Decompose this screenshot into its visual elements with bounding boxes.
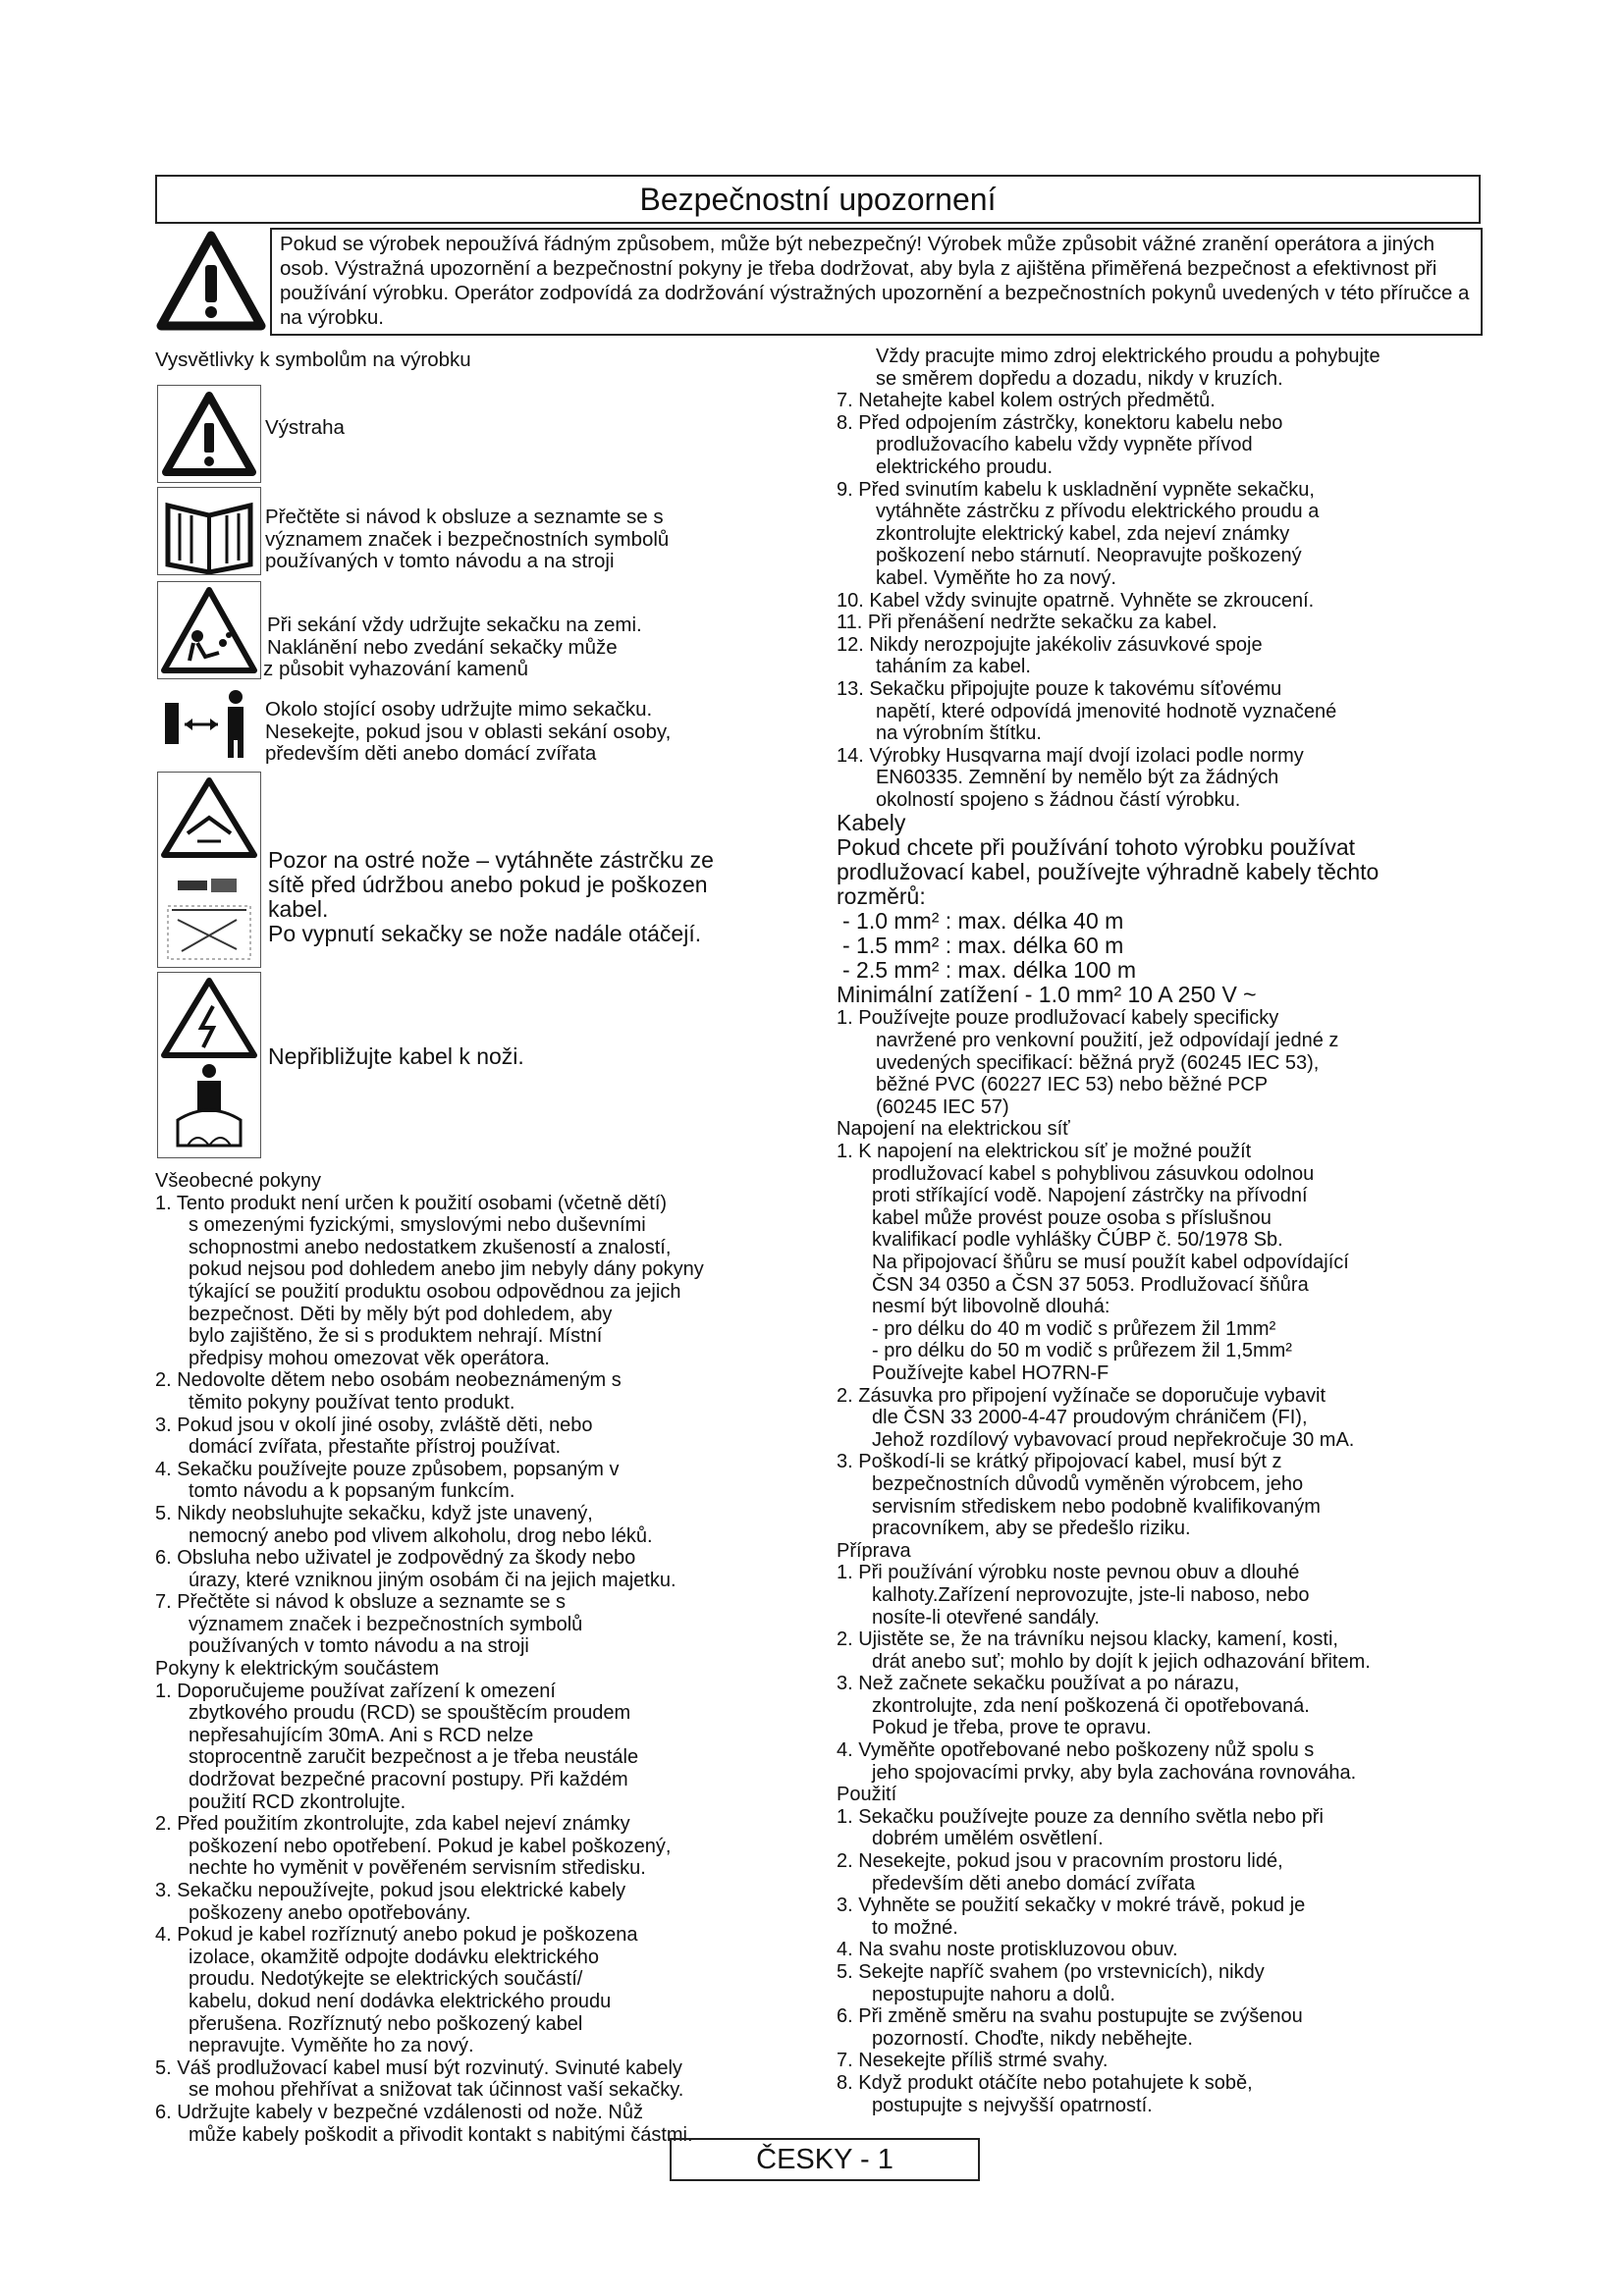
- list-item: [837, 1961, 1504, 2005]
- list-item-line: schopnostmi anebo nedostatkem zkušeností a znalostí,: [189, 1236, 672, 1258]
- list-item-line: týkající se použití produktu osobou odpovědnou za jejich: [189, 1280, 681, 1303]
- list-item: [837, 1850, 1504, 1895]
- text-line: - 1.0 mm² : max. délka 40 m: [842, 908, 1124, 934]
- list-item-line: používaných v tomto návodu a na stroji: [189, 1635, 529, 1658]
- list-item-line: jeho spojovacími prvky, aby byla zachována rovnováha.: [872, 1761, 1357, 1784]
- symbol-blades-text: Pozor na ostré nože – vytáhněte zástrčku ze sítě před údržbou anebo pokud je poškozen kabel. Po vypnutí sekačky se nože nadále otáčejí.: [268, 847, 714, 946]
- list-item-line: 12. Nikdy nerozpojujte jakékoliv zásuvkové spoje: [837, 633, 1263, 656]
- list-item-line: proti stříkající vodě. Napojení zástrčky na přívodní: [872, 1185, 1308, 1207]
- list-item-line: nepravujte. Vyměňte ho za nový.: [189, 2035, 474, 2057]
- thrown-objects-icon: [157, 581, 261, 679]
- list-item-line: pracovníkem, aby se předešlo riziku.: [872, 1518, 1191, 1540]
- page-title: Bezpečnostní upozornení: [155, 175, 1481, 224]
- list-item-line: 6. Při změně směru na svahu postupujte se zvýšenou: [837, 2005, 1303, 2028]
- list-item: [837, 678, 1504, 745]
- sharp-blades-icon: [157, 772, 261, 968]
- list-item-line: kabel může provést pouze osoba s příslušnou: [872, 1206, 1272, 1229]
- list-item-line: prodlužovacího kabelu vždy vypněte přívod: [876, 434, 1253, 456]
- list-item-line: 5. Nikdy neobsluhujte sekačku, když jste unavený,: [155, 1502, 593, 1524]
- use-list: [837, 1806, 1504, 2116]
- list-item-line: 10. Kabel vždy svinujte opatrně. Vyhněte se zkroucení.: [837, 589, 1315, 612]
- symbol-ground-text: Při sekání vždy udržujte sekačku na zemi. Naklánění nebo zvedání sekačky může z působit vyhazování kamenů: [263, 614, 642, 680]
- min-load: Minimální zatížení - 1.0 mm² 10 A 250 V ~: [837, 982, 1257, 1008]
- list-item-line: 1. Při používání výrobku noste pevnou obuv a dlouhé: [837, 1562, 1300, 1584]
- list-item-line: servisním střediskem nebo podobně kvalifikovaným: [872, 1495, 1321, 1518]
- general-heading: Všeobecné pokyny: [155, 1170, 322, 1192]
- bystanders-distance-icon: [157, 683, 261, 762]
- text-line: - 2.5 mm² : max. délka 100 m: [842, 957, 1137, 984]
- list-item-line: použití RCD zkontrolujte.: [189, 1790, 406, 1813]
- list-item-line: nepostupujte nahoru a dolů.: [872, 1983, 1115, 2005]
- list-item-line: přerušena. Rozříznutý nebo poškozený kabel: [189, 2012, 583, 2035]
- list-item-line: bylo zajištěno, že si s produktem nehrají. Místní: [189, 1325, 603, 1348]
- list-item-line: elektrického proudu.: [876, 455, 1054, 478]
- list-item-line: poškození nebo stárnutí. Neopravujte poškozený: [876, 545, 1302, 567]
- list-item-line: proudu. Nedotýkejte se elektrických součástí/: [189, 1968, 583, 1991]
- cables-heading: Kabely: [837, 810, 906, 836]
- list-item-line: pokud nejsou pod dohledem anebo jim nebyly dány pokyny: [189, 1258, 704, 1281]
- list-item: [155, 1924, 862, 2057]
- list-item-line: taháním za kabel.: [876, 656, 1031, 678]
- prep-heading: Příprava: [837, 1539, 911, 1562]
- list-item-line: 7. Netahejte kabel kolem ostrých předmětů.: [837, 390, 1216, 412]
- list-item-line: 13. Sekačku připojujte pouze k takovému síťovému: [837, 677, 1282, 700]
- text-line: běžné PVC (60227 IEC 53) nebo běžné PCP: [876, 1074, 1269, 1096]
- list-item: [155, 1681, 862, 1814]
- symbol-manual-text: Přečtěte si návod k obsluze a seznamte se s významem značek i bezpečnostních symbolů používaných v tomto návodu a na stroji: [265, 506, 670, 572]
- list-item: [155, 2057, 862, 2102]
- list-item-line: dobrém umělém osvětlení.: [872, 1828, 1104, 1850]
- mains-list: [837, 1141, 1504, 1540]
- list-item-line: kvalifikací podle vyhlášky ČÚBP č. 50/1978 Sb.: [872, 1229, 1283, 1252]
- list-item: [837, 412, 1504, 479]
- list-item-line: EN60335. Zemnění by nemělo být za žádných: [876, 767, 1279, 789]
- list-item-line: 11. Při přenášení nedržte sekačku za kabel.: [837, 612, 1218, 634]
- safety-intro-text: Pokud se výrobek nepoužívá řádným způsobem, může být nebezpečný! Výrobek může způsobit vážné zranění operátora a jiných osob. Výstražná upozornění a bezpečnostní pokyny je třeba dodržovat, aby byla z ajištěna přiměřená bezpečnost a efektivnost při používání výrobku. Operátor zodpovídá za dodržování výstražných upozornění a bezpečnostních pokynů uvedených v této příručce a na výrobku.: [270, 228, 1483, 336]
- list-item-line: 2. Nesekejte, pokud jsou v pracovním prostoru lidé,: [837, 1850, 1283, 1873]
- list-item-line: 7. Přečtěte si návod k obsluze a seznamte se s: [155, 1591, 566, 1614]
- list-item-line: 2. Před použitím zkontrolujte, zda kabel nejeví známky: [155, 1813, 630, 1836]
- list-item-line: bezpečnostních důvodů vyměněn výrobcem, jeho: [872, 1472, 1304, 1495]
- list-item-line: zkontrolujte elektrický kabel, zda nejeví známky: [876, 522, 1290, 545]
- list-item: [837, 612, 1504, 634]
- list-item: [837, 1895, 1504, 1939]
- list-item-line: 6. Obsluha nebo uživatel je zodpovědný za škody nebo: [155, 1547, 636, 1570]
- text-line: prodlužovací kabel, používejte výhradně kabely těchto: [837, 859, 1380, 885]
- warning-triangle-icon: [155, 228, 268, 336]
- list-item-line: 1. K napojení na elektrickou síť je možné použít: [837, 1141, 1252, 1163]
- list-item-line: nechte ho vyměnit v pověřeném servisním středisku.: [189, 1857, 646, 1880]
- symbols-heading: Vysvětlivky k symbolům na výrobku: [155, 348, 471, 371]
- list-item-line: - pro délku do 40 m vodič s průřezem žil 1mm²: [872, 1317, 1276, 1340]
- list-item: [155, 1813, 862, 1880]
- symbol-cable-text: Nepřibližujte kabel k noži.: [268, 1043, 524, 1069]
- warning-symbol-icon: [157, 385, 261, 483]
- list-item-line: 1. Sekačku používejte pouze za denního světla nebo při: [837, 1805, 1324, 1828]
- cables-text: [837, 835, 1504, 909]
- general-instructions-section: [155, 1170, 862, 2146]
- list-item: [837, 745, 1504, 812]
- list-item: [837, 1141, 1504, 1385]
- cables-item-1: [837, 1007, 1504, 1118]
- list-item: [837, 590, 1504, 613]
- list-item-line: 2. Ujistěte se, že na trávníku nejsou klacky, kamení, kosti,: [837, 1629, 1338, 1651]
- cable-sizes: [837, 909, 1504, 983]
- list-item-line: nosíte-li otevřené sandály.: [872, 1606, 1100, 1629]
- list-item: [837, 1451, 1504, 1539]
- list-item-line: může kabely poškodit a přivodit kontakt s nabitými částmi.: [189, 2123, 693, 2146]
- list-item-line: 3. Sekačku nepoužívejte, pokud jsou elektrické kabely: [155, 1880, 626, 1901]
- list-item: [155, 1369, 862, 1414]
- list-item-line: drát anebo suť; mohlo by dojít k jejich odhazování břitem.: [872, 1650, 1371, 1673]
- cable-handling-list: [837, 346, 1504, 811]
- list-item-line: významem značek i bezpečnostních symbolů: [189, 1613, 583, 1635]
- list-item-line: Používejte kabel HO7RN-F: [872, 1362, 1110, 1384]
- list-item-line: okolností spojeno s žádnou částí výrobku.: [876, 788, 1241, 811]
- list-item: [837, 1562, 1504, 1629]
- right-column: [837, 346, 1504, 2116]
- list-item-line: kabel. Vyměňte ho za nový.: [876, 566, 1116, 589]
- page-footer: ČESKY - 1: [670, 2138, 980, 2181]
- list-item-line: poškození nebo opotřebení. Pokud je kabel poškozený,: [189, 1835, 672, 1857]
- list-item-line: kalhoty.Zařízení neprovozujte, jste-li naboso, nebo: [872, 1583, 1310, 1606]
- list-item: [837, 634, 1504, 678]
- list-item: [155, 1415, 862, 1459]
- list-item-line: 5. Váš prodlužovací kabel musí být rozvinutý. Svinuté kabely: [155, 2056, 682, 2079]
- list-item-line: domácí zvířata, přestaňte přístroj používat.: [189, 1436, 562, 1459]
- text-line: navržené pro venkovní použití, jež odpovídají jedné z: [876, 1030, 1339, 1052]
- text-line: Pokud chcete při používání tohoto výrobku používat: [837, 834, 1356, 861]
- list-item-line: stoprocentně zaručit bezpečnost a je třeba neustále: [189, 1746, 639, 1769]
- list-item: [837, 1629, 1504, 1673]
- list-item: [837, 1385, 1504, 1452]
- list-item: [837, 1739, 1504, 1784]
- list-item: [837, 390, 1504, 412]
- list-item: [155, 1503, 862, 1547]
- list-item: [837, 1673, 1504, 1739]
- use-heading: Použití: [837, 1784, 897, 1806]
- list-item-line: 8. Když produkt otáčíte nebo potahujete k sobě,: [837, 2071, 1253, 2094]
- cable-blade-icon: [157, 972, 261, 1158]
- list-item-line: izolace, okamžitě odpojte dodávku elektrického: [189, 1946, 600, 1968]
- list-item: [155, 1459, 862, 1503]
- list-item-line: ČSN 34 0350 a ČSN 37 5053. Prodlužovací šňůra: [872, 1273, 1309, 1296]
- list-item-line: - pro délku do 50 m vodič s průřezem žil 1,5mm²: [872, 1340, 1292, 1362]
- list-item-line: Vždy pracujte mimo zdroj elektrického proudu a pohybujte: [876, 346, 1380, 367]
- list-item: [155, 1591, 862, 1658]
- list-item-line: 3. Než začnete sekačku používat a po nárazu,: [837, 1673, 1240, 1695]
- list-item-line: napětí, které odpovídá jmenovité hodnotě vyznačené: [876, 700, 1337, 722]
- list-item-line: poškozeny anebo opotřebovány.: [189, 1901, 471, 1924]
- list-item: [837, 479, 1504, 590]
- list-item-line: předpisy mohou omezovat věk operátora.: [189, 1347, 550, 1369]
- list-item: [837, 346, 1504, 390]
- list-item-line: na výrobním štítku.: [876, 722, 1042, 745]
- read-manual-icon: [157, 487, 261, 575]
- list-item-line: postupujte s nejvyšší opatrností.: [872, 2094, 1153, 2116]
- list-item-line: kabelu, dokud není dodávka elektrického proudu: [189, 1990, 612, 2012]
- text-line: rozměrů:: [837, 883, 926, 910]
- list-item-line: 4. Na svahu noste protiskluzovou obuv.: [837, 1939, 1178, 1961]
- list-item-line: 6. Udržujte kabely v bezpečné vzdálenosti od nože. Nůž: [155, 2101, 643, 2123]
- list-item-line: se mohou přehřívat a snižovat tak účinnost vaší sekačky.: [189, 2079, 684, 2102]
- list-item-line: především děti anebo domácí zvířata: [872, 1872, 1196, 1895]
- text-line: uvedených specifikací: běžná pryž (60245 IEC 53),: [876, 1051, 1320, 1074]
- electrical-list: [155, 1681, 862, 2146]
- list-item-line: 2. Zásuvka pro připojení vyžínače se doporučuje vybavit: [837, 1384, 1326, 1407]
- list-item-line: 14. Výrobky Husqvarna mají dvojí izolaci podle normy: [837, 744, 1304, 767]
- symbol-warning-label: Výstraha: [265, 416, 345, 439]
- list-item-line: 3. Vyhněte se použití sekačky v mokré trávě, pokud je: [837, 1895, 1306, 1917]
- list-item-line: Na připojovací šňůru se musí použít kabel odpovídající: [872, 1252, 1349, 1273]
- list-item-line: 7. Nesekejte příliš strmé svahy.: [837, 2050, 1109, 2072]
- list-item: [155, 1193, 862, 1370]
- symbol-bystanders-text: Okolo stojící osoby udržujte mimo sekačku. Nesekejte, pokud jsou v oblasti sekání osoby, především děti anebo domácí zvířata: [265, 698, 672, 765]
- list-item-line: 1. Tento produkt není určen k použití osobami (včetně dětí): [155, 1192, 668, 1214]
- list-item-line: tomto návodu a k popsaným funkcím.: [189, 1480, 515, 1503]
- list-item-line: s omezenými fyzickými, smyslovými nebo duševními: [189, 1214, 646, 1237]
- list-item-line: 4. Sekačku používejte pouze způsobem, popsaným v: [155, 1458, 620, 1480]
- list-item-line: to možné.: [872, 1916, 958, 1939]
- list-item-line: zkontrolujte, zda není poškozená či opotřebovaná.: [872, 1694, 1310, 1717]
- list-item-line: dle ČSN 33 2000-4-47 proudovým chráničem (FI),: [872, 1407, 1308, 1429]
- list-item-line: nepřesahujícím 30mA. Ani s RCD nelze: [189, 1724, 534, 1746]
- list-item-line: se směrem dopředu a dozadu, nikdy v kruzích.: [876, 367, 1283, 390]
- list-item-line: 5. Sekejte napříč svahem (po vrstevnicích), nikdy: [837, 1961, 1265, 1983]
- list-item-line: dodržovat bezpečné pracovní postupy. Při každém: [189, 1769, 628, 1791]
- list-item-line: 2. Nedovolte dětem nebo osobám neobeznámeným s: [155, 1369, 622, 1392]
- list-item: [837, 2005, 1504, 2050]
- list-item-line: nesmí být libovolně dlouhá:: [872, 1296, 1110, 1318]
- list-item: [837, 1806, 1504, 1850]
- list-item-line: vytáhněte zástrčku z přívodu elektrického proudu a: [876, 501, 1320, 523]
- list-item-line: 9. Před svinutím kabelu k uskladnění vypněte sekačku,: [837, 478, 1315, 501]
- list-item-line: úrazy, které vzniknou jiným osobám či na jejich majetku.: [189, 1569, 677, 1591]
- list-item-line: 8. Před odpojením zástrčky, konektoru kabelu nebo: [837, 411, 1283, 434]
- list-item: [155, 1547, 862, 1591]
- list-item-line: bezpečnost. Děti by měly být pod dohledem, aby: [189, 1303, 613, 1325]
- list-item-line: 3. Poškodí-li se krátký připojovací kabel, musí být z: [837, 1451, 1282, 1473]
- text-line: 1. Používejte pouze prodlužovací kabely specificky: [837, 1007, 1279, 1030]
- mains-heading: Napojení na elektrickou síť: [837, 1118, 1070, 1141]
- list-item-line: Jehož rozdílový vybavovací proud nepřekročuje 30 mA.: [872, 1428, 1355, 1451]
- list-item-line: 1. Doporučujeme používat zařízení k omezení: [155, 1680, 556, 1702]
- list-item-line: 3. Pokud jsou v okolí jiné osoby, zvláště děti, nebo: [155, 1414, 593, 1436]
- list-item: [155, 1880, 862, 1924]
- list-item-line: nemocný anebo pod vlivem alkoholu, drog nebo léků.: [189, 1524, 653, 1547]
- list-item-line: 4. Vyměňte opotřebované nebo poškozeny nůž spolu s: [837, 1739, 1315, 1762]
- list-item: [837, 1939, 1504, 1961]
- prep-list: [837, 1562, 1504, 1784]
- list-item-line: prodlužovací kabel s pohyblivou zásuvkou odolnou: [872, 1162, 1315, 1185]
- list-item-line: pozorností. Choďte, nikdy neběhejte.: [872, 2027, 1193, 2050]
- text-line: (60245 IEC 57): [876, 1095, 1009, 1118]
- list-item-line: Pokud je třeba, prove te opravu.: [872, 1717, 1152, 1739]
- list-item: [837, 2072, 1504, 2116]
- list-item-line: zbytkového proudu (RCD) se spouštěcím proudem: [189, 1702, 631, 1725]
- list-item: [837, 2050, 1504, 2072]
- list-item-line: těmito pokyny používat tento produkt.: [189, 1391, 515, 1414]
- list-item-line: 4. Pokud je kabel rozříznutý anebo pokud je poškozena: [155, 1924, 638, 1947]
- electrical-heading: Pokyny k elektrickým součástem: [155, 1658, 439, 1681]
- text-line: - 1.5 mm² : max. délka 60 m: [842, 933, 1124, 959]
- general-list: [155, 1193, 862, 1658]
